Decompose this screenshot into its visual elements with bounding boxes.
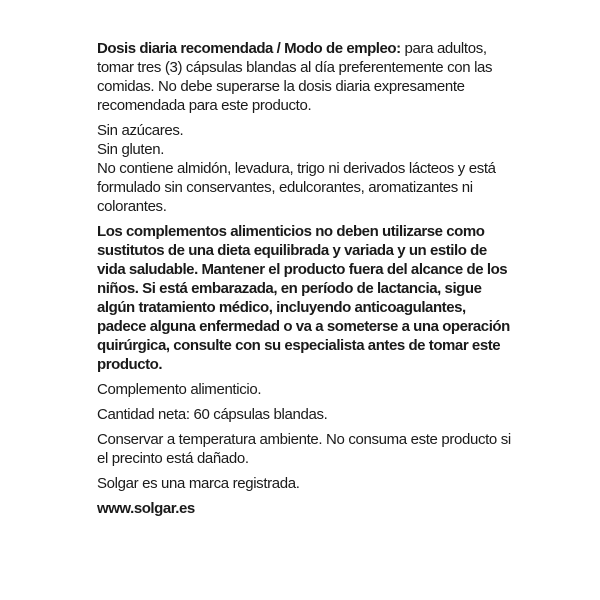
product-type-statement: Complemento alimenticio. (97, 381, 262, 398)
net-quantity-statement: Cantidad neta: 60 cápsulas blandas. (97, 406, 328, 423)
sugar-free-statement: Sin azúcares. (97, 122, 184, 139)
dosage-heading: Dosis diaria recomendada / Modo de empleo: (97, 40, 401, 57)
trademark-statement: Solgar es una marca registrada. (97, 475, 300, 492)
dosage-paragraph (97, 39, 512, 115)
free-from-other-statement: No contiene almidón, levadura, trigo ni derivados lácteos y está formulado sin conservantes, edulcorantes, aromatizantes ni colorantes. (97, 160, 496, 215)
free-from-paragraph (97, 121, 512, 216)
warning-paragraph: Los complementos alimenticios no deben utilizarse como sustitutos de una dieta equilibrada y variada y un estilo de vida saludable. Mantener el producto fuera del alcance de los niños. Si está embarazada, en período de lactancia, sigue algún tratamiento médico, incluyendo anticoagulantes, padece alguna enfermedad o va a someterse a una operación quirúrgica, consulte con su especialista antes de tomar este producto. (97, 223, 510, 373)
product-label-text (97, 39, 512, 524)
gluten-free-statement: Sin gluten. (97, 141, 165, 158)
dosage-text: para adultos, tomar tres (3) cápsulas blandas al día preferentemente con las comidas. No debe superarse la dosis diaria expresamente recomendada para este producto. (97, 40, 493, 114)
storage-statement: Conservar a temperatura ambiente. No consuma este producto si el precinto está dañado. (97, 431, 511, 467)
website-link[interactable]: www.solgar.es (97, 500, 195, 517)
